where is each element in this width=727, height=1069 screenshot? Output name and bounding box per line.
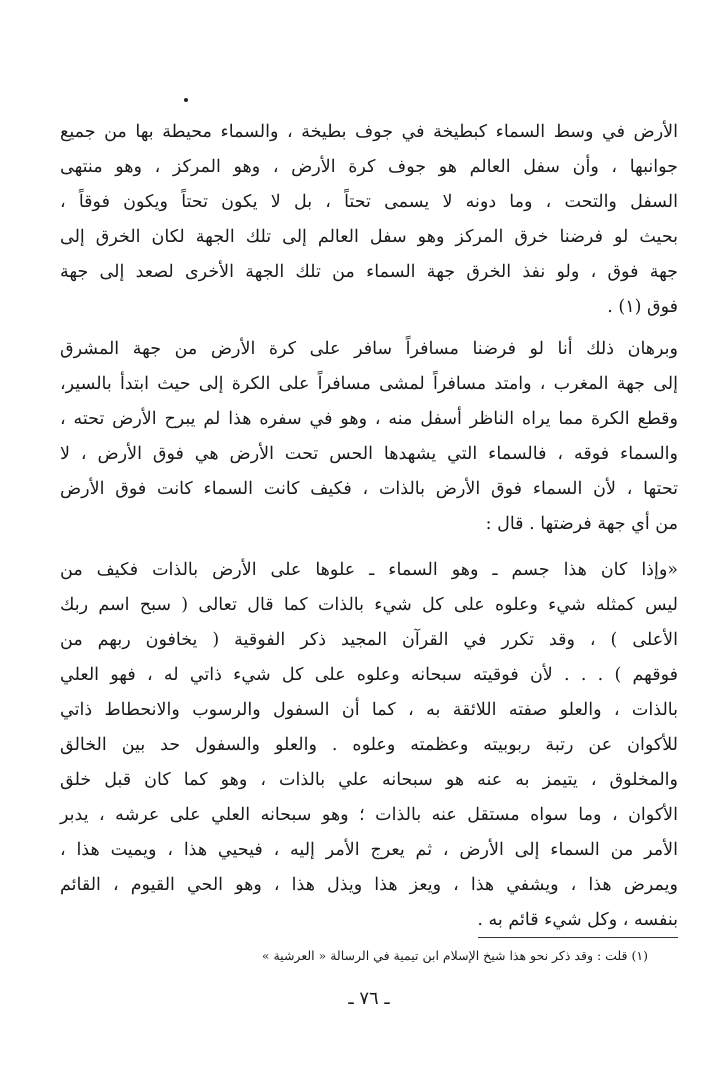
paragraph-1 bbox=[60, 115, 678, 325]
text-line: إلى جهة المغرب ، وامتد مسافراً لمشى مسافراً على الكرة إلى حيث ابتدأ بالسير، bbox=[60, 374, 678, 394]
text-line: بنفسه ، وكل شيء قائم به . bbox=[477, 910, 678, 930]
text-line: «وإذا كان هذا جسم ـ وهو السماء ـ علوها على الأرض بالذات فكيف من bbox=[60, 560, 678, 580]
ink-dot bbox=[184, 98, 188, 102]
text-line: والسماء فوقه ، فالسماء التي يشهدها الحس تحت الأرض هي فوق الأرض ، لا bbox=[60, 444, 678, 464]
text-line: ليس كمثله شيء وعلوه على كل شيء بالذات كما قال تعالى ( سبح اسم ربك bbox=[60, 595, 678, 615]
footnote: (١) قلت : وقد ذكر نحو هذا شيخ الإسلام ابن تيمية في الرسالة « العرشية » bbox=[261, 948, 648, 963]
footnote-divider bbox=[478, 937, 678, 938]
text-line: فوقهم ) . . . لأن فوقيته سبحانه وعلوه على كل شيء ذاتي له ، فهو العلي bbox=[60, 665, 678, 685]
text-line: الأعلى ) ، وقد تكرر في القرآن المجيد ذكر الفوقية ( يخافون ربهم من bbox=[60, 630, 678, 650]
text-line: وقطع الكرة مما يراه الناظر أسفل منه ، وهو في سفره هذا لم يبرح الأرض تحته ، bbox=[60, 409, 678, 429]
text-line: من أي جهة فرضتها . قال : bbox=[485, 514, 678, 534]
text-line: جوانبها ، وأن سفل العالم هو جوف كرة الأرض ، وهو المركز ، وهو منتهى bbox=[60, 157, 678, 177]
paragraph-2 bbox=[60, 332, 678, 542]
text-line: والمخلوق ، يتيمز به عنه هو سبحانه علي بالذات ، وهو كما كان قبل خلق bbox=[60, 770, 678, 790]
text-line: السفل والتحت ، وما دونه لا يسمى تحتاً ، بل لا يكون تحتاً ويكون فوقاً ، bbox=[60, 192, 678, 212]
text-line: وبرهان ذلك أنا لو فرضنا مسافراً سافر على كرة الأرض من جهة المشرق bbox=[60, 339, 678, 359]
paragraph-3-quotation bbox=[60, 553, 678, 938]
page-number: ـ ٧٦ ـ bbox=[348, 988, 390, 1009]
text-line: الأكوان ، وما سواه مستقل عنه بالذات ؛ وهو سبحانه العلي على عرشه ، يدبر bbox=[60, 805, 678, 825]
text-line: الأرض في وسط السماء كبطيخة في جوف بطيخة ، والسماء محيطة بها من جميع bbox=[60, 122, 678, 142]
text-line: جهة فوق ، ولو نفذ الخرق جهة السماء من تلك الجهة الأخرى لصعد إلى جهة bbox=[60, 262, 678, 282]
book-page bbox=[60, 0, 678, 1069]
text-line: بالذات ، والعلو صفته اللائقة به ، كما أن السفول والرسوب والانحطاط ذاتي bbox=[60, 700, 678, 720]
text-line: للأكوان عن رتبة ربوبيته وعظمته وعلوه . والعلو والسفول حد بين الخالق bbox=[60, 735, 678, 755]
text-line: ويمرض هذا ، ويشفي هذا ، ويعز هذا ويذل هذا ، وهو الحي القيوم ، القائم bbox=[60, 875, 678, 895]
text-line: تحتها ، لأن السماء فوق الأرض بالذات ، فكيف كانت السماء كانت فوق الأرض bbox=[60, 479, 678, 499]
text-line: الأمر من السماء إلى الأرض ، ثم يعرج الأمر إليه ، فيحيي هذا ، ويميت هذا ، bbox=[60, 840, 678, 860]
text-line: فوق (١) . bbox=[607, 297, 678, 317]
text-line: بحيث لو فرضنا خرق المركز وهو سفل العالم إلى تلك الجهة لكان الخرق إلى bbox=[60, 227, 678, 247]
